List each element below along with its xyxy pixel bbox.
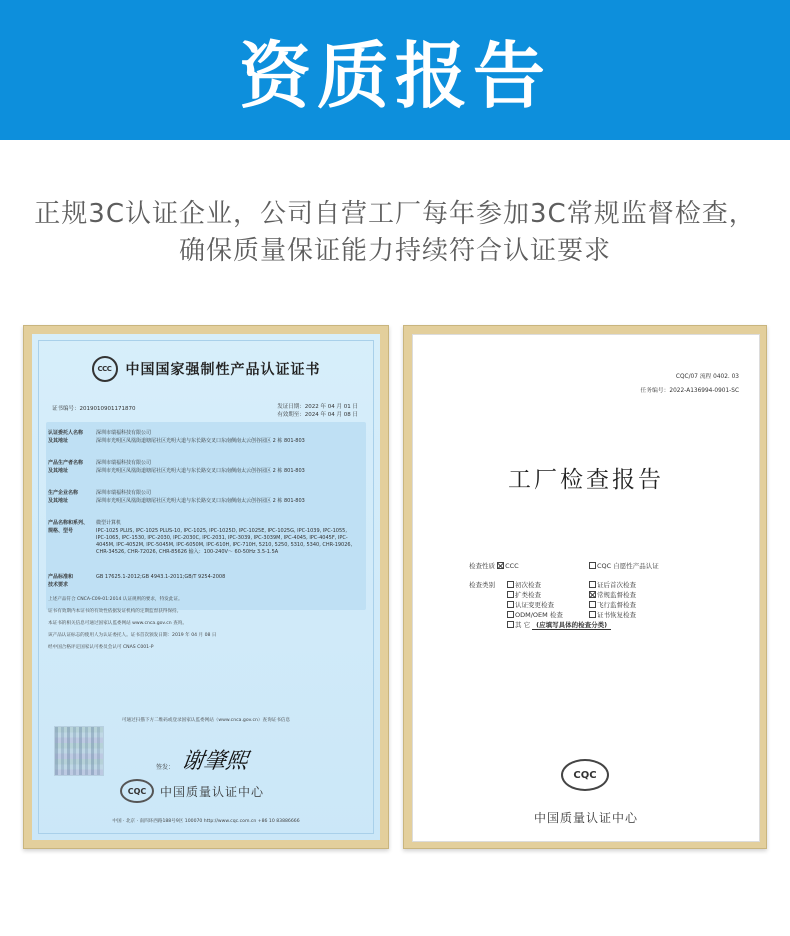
issuer-name: 中国质量认证中心 (160, 784, 265, 799)
certificate-note: 本证书的相关信息可通过国家认监委网站 www.cnca.gov.cn 查询。 (48, 621, 187, 626)
type-option: 证书恢复检查 (589, 610, 636, 619)
certificate-note: 上述产品符合 CNCA-C09-01:2014 认证规则的要求，特发此证。 (48, 597, 183, 602)
certificate-note: 证书有效期内本证书的有效性依据发证机构的定期监督获得保持。 (48, 609, 182, 614)
cert-row: 产品标准和 GB 17625.1-2012;GB 4943.1-2011;GB/T 9254-2008 (48, 574, 226, 580)
certificate-issue-date: 发证日期：2022 年 04 月 01 日 (277, 404, 358, 410)
unchecked-box-icon (589, 581, 596, 588)
certificate-note: 经中国合格评定国家认可委员会认可 CNAS C001-P (48, 645, 154, 650)
unchecked-box-icon (589, 611, 596, 618)
signature: 谢肇熙 (179, 749, 250, 774)
certificate-note: 该产品认证标志的使用人为认证委托人。证书首次颁发日期：2019 年 04 月 08 日 (48, 633, 217, 638)
nature-option-ccc: CCC (505, 562, 519, 570)
cert-row: 技术要求 (48, 582, 69, 588)
cert-row: 规格、型号 IPC-1025 PLUS, IPC-1025 PLUS-10, IPC-1025, IPC-1025D, IPC-1025E, IPC-1025G, IPC-1039, IPC-1055, IPC-1065, IPC-1530, IPC-2030, IPC-2030C, IPC-2031, IPC-3039, IPC-3039M, IPC-4045, IPC-4045F, IPC-4045M, IPC-4052M, IPC-5045M, IPC-6050M, IPC-610H, IPC-710H, 5210, 5250, 5310, 5340, CHR-19026, CHR-34526, CHR-72026, CHR-85626 输入：100-240V～ 60-50Hz 3.5-1.5A (48, 528, 353, 555)
unchecked-box-icon (589, 562, 596, 569)
type-option: 初次检查 (507, 580, 541, 589)
ccc-logo-icon: CCC (92, 356, 118, 382)
unchecked-box-icon (507, 601, 514, 608)
inspection-type-label: 检查类别 (469, 581, 495, 589)
type-option: 其 它 (应填写具体的检查分类) (507, 620, 611, 630)
unchecked-box-icon (589, 601, 596, 608)
inspection-report-frame (403, 325, 767, 849)
qr-code-blurred (54, 726, 104, 776)
signature-label: 签发： (156, 764, 175, 771)
nature-label: 检查性质 (469, 562, 495, 570)
checked-box-icon (589, 591, 596, 598)
cqc-logo-icon: CQC (120, 779, 154, 803)
ccc-certificate (32, 334, 380, 840)
issuer (120, 779, 264, 803)
checked-box-icon (497, 562, 504, 569)
inspection-nature-row (469, 561, 519, 570)
intro-line-2: 确保质量保证能力持续符合认证要求 (178, 236, 611, 266)
type-option: 证后首次检查 (589, 580, 636, 589)
certificate-title: 中国国家强制性产品认证证书 (125, 362, 321, 378)
qr-hint: 可通过扫描下方二维码或登录国家认监委网站（www.cnca.gov.cn）查询证书信息 (121, 718, 291, 723)
header-banner (0, 0, 790, 140)
unchecked-box-icon (507, 621, 514, 628)
page-title: 资质报告 (238, 34, 551, 118)
certificate-expiry-date: 有效期至：2024 年 04 月 08 日 (277, 412, 358, 418)
type-option: 扩类检查 (507, 590, 541, 599)
report-title: 工厂检查报告 (508, 467, 664, 493)
task-number: 任务编号：2022-A136994-0901-SC (640, 388, 739, 394)
type-option: 飞行监督检查 (589, 600, 636, 609)
factory-inspection-report (412, 334, 760, 842)
form-number: CQC/07 流程 0402. 03 (675, 374, 739, 380)
cert-row: 产品生产者名称 深圳市瑞福科技有限公司 (48, 460, 152, 466)
type-option: 常规监督检查 (589, 590, 636, 599)
nature-option-cqc: CQC 自愿性产品认证 (597, 562, 659, 570)
other-note: (应填写具体的检查分类) (532, 620, 611, 630)
intro-line-1: 正规3C认证企业，公司自营工厂每年参加3C常规监督检查， (34, 199, 756, 229)
cert-row: 生产企业名称 深圳市瑞福科技有限公司 (48, 490, 152, 496)
cert-row: 及其地址 深圳市光明区凤凰街道塘尾社区光明大道与东长路交叉口东南侧南太云创谷园区 2 栋 801-803 (48, 498, 305, 504)
cert-row: 及其地址 深圳市光明区凤凰街道塘尾社区光明大道与东长路交叉口东南侧南太云创谷园区 2 栋 801-803 (48, 468, 305, 474)
unchecked-box-icon (507, 581, 514, 588)
certificate-footer: 中国 · 北京 · 南四环西路188号9区 100070 http://www.cqc.com.cn +86 10 83886666 (112, 819, 300, 824)
cqc-logo-icon: CQC (561, 759, 609, 791)
unchecked-box-icon (507, 611, 514, 618)
cert-row: 认证委托人名称 深圳市瑞福科技有限公司 (48, 430, 152, 436)
cert-row: 及其地址 深圳市光明区凤凰街道塘尾社区光明大道与东长路交叉口东南侧南太云创谷园区 2 栋 801-803 (48, 438, 305, 444)
certificate-number: 证书编号：2019010901171870 (52, 406, 136, 412)
type-option: 认证变更检查 (507, 600, 554, 609)
type-option: ODM/OEM 检查 (507, 610, 563, 619)
ccc-certificate-frame (23, 325, 389, 849)
cert-row: 产品名称和系列、 微型计算机 (48, 520, 122, 526)
report-issuer: 中国质量认证中心 (533, 811, 638, 825)
inspection-nature-row-2 (589, 561, 659, 570)
unchecked-box-icon (507, 591, 514, 598)
certificate-header (32, 356, 380, 382)
